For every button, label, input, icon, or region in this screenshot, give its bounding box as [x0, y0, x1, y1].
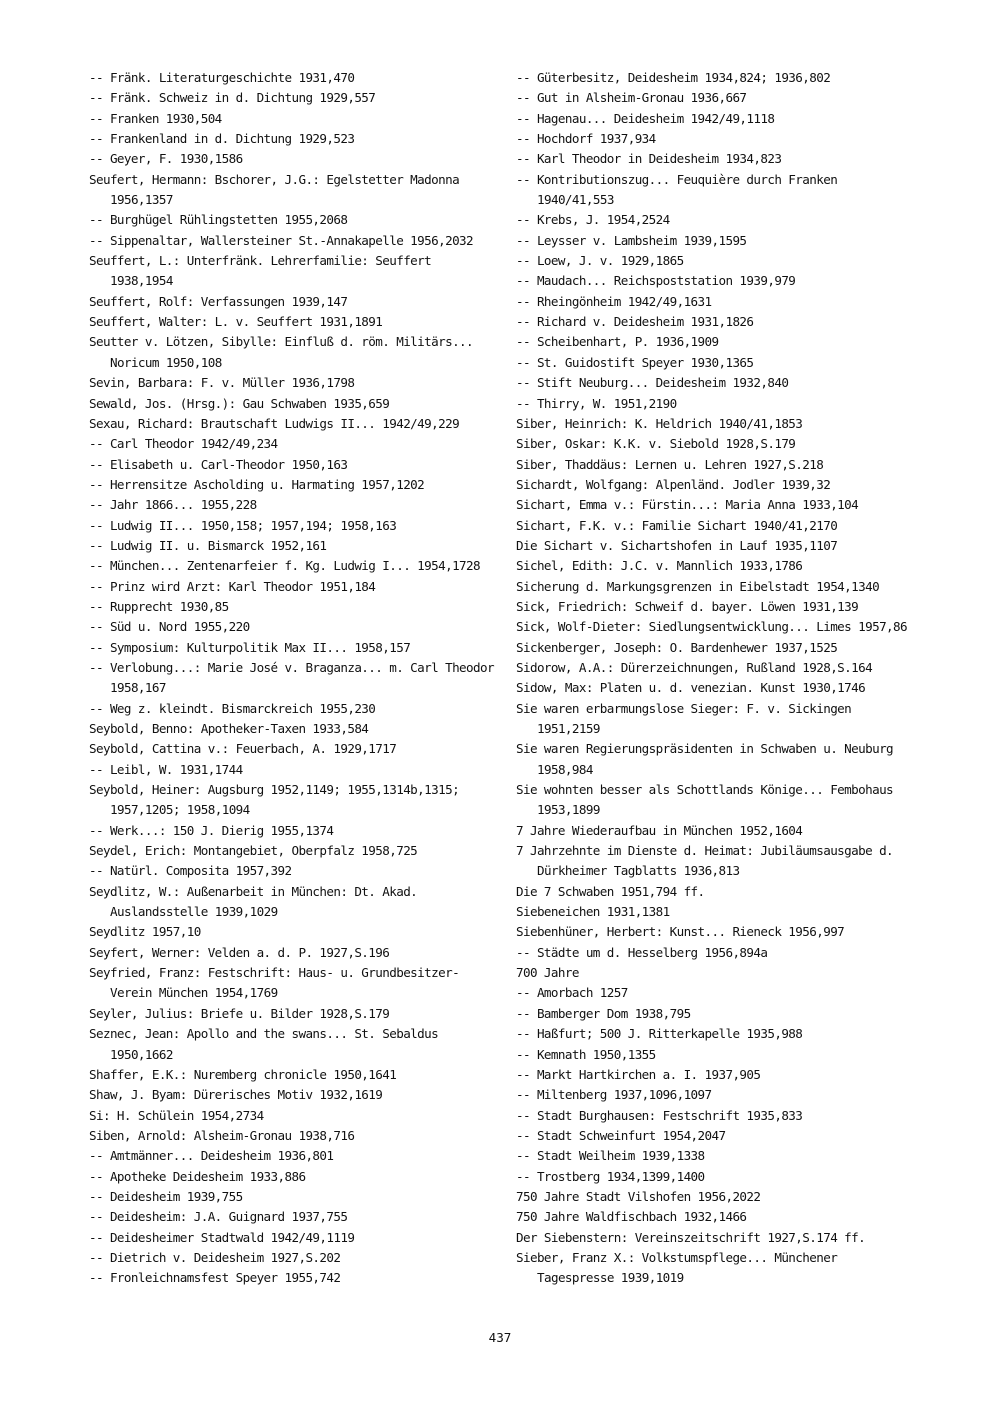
index-entry: -- Stift Neuburg... Deidesheim 1932,840 [516, 375, 789, 391]
index-entry: Seutter v. Lötzen, Sibylle: Einfluß d. röm. Militärs... Noricum 1950,108 [89, 334, 474, 370]
index-entry: Seufert, Hermann: Bschorer, J.G.: Egelstetter Madonna 1956,1357 [89, 171, 460, 208]
index-entry: Seuffert, Walter: L. v. Seuffert 1931,1891 [89, 314, 383, 330]
index-entry: -- Franken 1930,504 [89, 110, 222, 126]
index-entry: -- Weg z. kleindt. Bismarckreich 1955,230 [89, 700, 376, 716]
index-entry: Sie wohnten besser als Schottlands Könige... Fembohaus 1953,1899 [516, 782, 894, 818]
index-entry: -- Carl Theodor 1942/49,234 [89, 436, 278, 452]
index-entry: -- Ludwig II... 1950,158; 1957,194; 1958,163 [89, 517, 397, 533]
index-entry: -- Sippenaltar, Wallersteiner St.-Annakapelle 1956,2032 [89, 232, 474, 248]
index-entry: -- Thirry, W. 1951,2190 [516, 395, 677, 411]
index-entry: -- Ludwig II. u. Bismarck 1952,161 [89, 537, 327, 553]
index-entry: -- Amtmänner... Deidesheim 1936,801 [89, 1148, 334, 1164]
index-entry: Sidow, Max: Platen u. d. venezian. Kunst 1930,1746 [516, 680, 866, 696]
index-entry: Seydlitz, W.: Außenarbeit in München: Dt. Akad. Auslandsstelle 1939,1029 [89, 883, 418, 920]
index-entry: -- Werk...: 150 J. Dierig 1955,1374 [89, 822, 334, 838]
index-entry: -- St. Guidostift Speyer 1930,1365 [516, 354, 754, 370]
index-entry: Siben, Arnold: Alsheim-Gronau 1938,716 [89, 1127, 355, 1143]
index-entry: -- Fronleichnamsfest Speyer 1955,742 [89, 1270, 341, 1286]
index-entry: -- Apotheke Deidesheim 1933,886 [89, 1168, 306, 1184]
index-entry: -- Gut in Alsheim-Gronau 1936,667 [516, 90, 747, 106]
index-entry: Sevin, Barbara: F. v. Müller 1936,1798 [89, 375, 355, 391]
index-entry: 700 Jahre [516, 965, 579, 981]
index-entry: 750 Jahre Stadt Vilshofen 1956,2022 [516, 1188, 761, 1204]
index-entry: -- Karl Theodor in Deidesheim 1934,823 [516, 151, 782, 167]
index-entry: -- Dietrich v. Deidesheim 1927,S.202 [89, 1249, 341, 1265]
index-entry: Sick, Friedrich: Schweif d. bayer. Löwen 1931,139 [516, 598, 859, 614]
index-entry: -- Elisabeth u. Carl-Theodor 1950,163 [89, 456, 348, 472]
index-entry: Sewald, Jos. (Hrsg.): Gau Schwaben 1935,659 [89, 395, 390, 411]
index-entry: -- Frankenland in d. Dichtung 1929,523 [89, 131, 355, 147]
index-entry: -- Richard v. Deidesheim 1931,1826 [516, 314, 754, 330]
index-column-right [516, 68, 916, 1289]
index-entry: Die Sichart v. Sichartshofen in Lauf 1935,1107 [516, 537, 838, 553]
index-entry: Sickenberger, Joseph: O. Bardenhewer 1937,1525 [516, 639, 838, 655]
index-entry: Die 7 Schwaben 1951,794 ff. [516, 883, 705, 899]
index-entry: -- Scheibenhart, P. 1936,1909 [516, 334, 719, 350]
index-entry: Seydel, Erich: Montangebiet, Oberpfalz 1958,725 [89, 843, 418, 859]
index-entry: 7 Jahre Wiederaufbau in München 1952,1604 [516, 822, 803, 838]
index-entry: Sichardt, Wolfgang: Alpenländ. Jodler 1939,32 [516, 476, 831, 492]
index-entry: -- Loew, J. v. 1929,1865 [516, 253, 684, 269]
index-entry: -- Deidesheimer Stadtwald 1942/49,1119 [89, 1229, 355, 1245]
index-entry: -- Stadt Schweinfurt 1954,2047 [516, 1127, 726, 1143]
index-entry: Seybold, Heiner: Augsburg 1952,1149; 1955,1314b,1315; 1957,1205; 1958,1094 [89, 782, 460, 818]
index-entry: -- Natürl. Composita 1957,392 [89, 863, 292, 879]
index-entry: -- Prinz wird Arzt: Karl Theodor 1951,184 [89, 578, 376, 594]
index-entry: -- Fränk. Literaturgeschichte 1931,470 [89, 70, 355, 85]
index-entry: -- Markt Hartkirchen a. I. 1937,905 [516, 1066, 761, 1082]
index-column-left [89, 68, 499, 1289]
index-entry: Der Siebenstern: Vereinszeitschrift 1927,S.174 ff. [516, 1229, 866, 1245]
index-entry: Seydlitz 1957,10 [89, 924, 201, 940]
index-entry: Seybold, Cattina v.: Feuerbach, A. 1929,1717 [89, 741, 397, 757]
index-entry: -- Leysser v. Lambsheim 1939,1595 [516, 232, 747, 248]
index-entry: Sichart, Emma v.: Fürstin...: Maria Anna 1933,104 [516, 497, 859, 513]
index-entry: -- Jahr 1866... 1955,228 [89, 497, 257, 513]
index-entry: -- Kontributionszug... Feuquière durch Franken 1940/41,553 [516, 171, 838, 208]
index-entry: -- Hagenau... Deidesheim 1942/49,1118 [516, 110, 775, 126]
index-entry: -- Rheingönheim 1942/49,1631 [516, 293, 712, 309]
index-entry: -- Miltenberg 1937,1096,1097 [516, 1087, 712, 1103]
index-entry: -- München... Zentenarfeier f. Kg. Ludwig I... 1954,1728 [89, 558, 480, 574]
index-entry: -- Herrensitze Ascholding u. Harmating 1957,1202 [89, 476, 425, 492]
index-entry: -- Verlobung...: Marie José v. Braganza... m. Carl Theodor 1958,167 [89, 659, 494, 696]
index-entry: Seuffert, Rolf: Verfassungen 1939,147 [89, 293, 348, 309]
index-entry: Sichel, Edith: J.C. v. Mannlich 1933,1786 [516, 558, 803, 574]
index-entry: -- Stadt Weilheim 1939,1338 [516, 1148, 705, 1164]
index-entry: -- Leibl, W. 1931,1744 [89, 761, 243, 777]
index-entry: Seyler, Julius: Briefe u. Bilder 1928,S.179 [89, 1005, 390, 1021]
index-entry: -- Hochdorf 1937,934 [516, 131, 656, 147]
index-entry: -- Deidesheim: J.A. Guignard 1937,755 [89, 1209, 348, 1225]
index-entry: -- Güterbesitz, Deidesheim 1934,824; 1936,802 [516, 70, 831, 85]
index-entry: Siebenhüner, Herbert: Kunst... Rieneck 1956,997 [516, 924, 845, 940]
index-entry: -- Symposium: Kulturpolitik Max II... 1958,157 [89, 639, 411, 655]
index-entry: Sexau, Richard: Brautschaft Ludwigs II... 1942/49,229 [89, 415, 460, 431]
index-entry: -- Deidesheim 1939,755 [89, 1188, 243, 1204]
index-entry: -- Bamberger Dom 1938,795 [516, 1005, 691, 1021]
index-entry: -- Maudach... Reichspoststation 1939,979 [516, 273, 796, 289]
index-entry: Sidorow, A.A.: Dürerzeichnungen, Rußland 1928,S.164 [516, 659, 873, 675]
index-entry: Sieber, Franz X.: Volkstumspflege... Münchener Tagespresse 1939,1019 [516, 1249, 838, 1286]
index-entry: Shaw, J. Byam: Dürerisches Motiv 1932,1619 [89, 1087, 383, 1103]
index-entry: -- Stadt Burghausen: Festschrift 1935,833 [516, 1107, 803, 1123]
index-entry: 750 Jahre Waldfischbach 1932,1466 [516, 1209, 747, 1225]
index-entry: -- Fränk. Schweiz in d. Dichtung 1929,557 [89, 90, 376, 106]
index-entry: Sicherung d. Markungsgrenzen in Eibelstadt 1954,1340 [516, 578, 880, 594]
index-entry: Sie waren erbarmungslose Sieger: F. v. Sickingen 1951,2159 [516, 700, 852, 736]
index-entry: Siebeneichen 1931,1381 [516, 904, 670, 920]
index-entry: -- Geyer, F. 1930,1586 [89, 151, 243, 167]
index-entry: Si: H. Schülein 1954,2734 [89, 1107, 264, 1123]
page-number: 437 [488, 1330, 512, 1345]
index-entry: Seuffert, L.: Unterfränk. Lehrerfamilie: Seuffert 1938,1954 [89, 253, 432, 289]
index-entry: -- Kemnath 1950,1355 [516, 1046, 656, 1062]
index-entry: Seybold, Benno: Apotheker-Taxen 1933,584 [89, 721, 369, 736]
index-entry: -- Amorbach 1257 [516, 985, 628, 1001]
index-entry: Shaffer, E.K.: Nuremberg chronicle 1950,1641 [89, 1066, 397, 1082]
index-entry: Sie waren Regierungspräsidenten in Schwaben u. Neuburg 1958,984 [516, 741, 894, 777]
index-entry: -- Rupprecht 1930,85 [89, 598, 229, 614]
index-entry: -- Burghügel Rühlingstetten 1955,2068 [89, 212, 348, 228]
index-entry: 7 Jahrzehnte im Dienste d. Heimat: Jubiläumsausgabe d. Dürkheimer Tagblatts 1936,813 [516, 843, 894, 879]
index-entry: -- Krebs, J. 1954,2524 [516, 212, 670, 228]
index-entry: Siber, Thaddäus: Lernen u. Lehren 1927,S.218 [516, 456, 824, 472]
index-entry: Sichart, F.K. v.: Familie Sichart 1940/41,2170 [516, 517, 838, 533]
index-entry: -- Süd u. Nord 1955,220 [89, 619, 250, 635]
index-entry: -- Haßfurt; 500 J. Ritterkapelle 1935,988 [516, 1026, 803, 1042]
index-entry: Siber, Heinrich: K. Heldrich 1940/41,1853 [516, 415, 803, 431]
index-entry: Seyfried, Franz: Festschrift: Haus- u. Grundbesitzer-Verein München 1954,1769 [89, 965, 460, 1001]
index-entry: -- Städte um d. Hesselberg 1956,894a [516, 944, 768, 960]
index-entry: Siber, Oskar: K.K. v. Siebold 1928,S.179 [516, 436, 796, 452]
index-entry: Seznec, Jean: Apollo and the swans... St. Sebaldus 1950,1662 [89, 1026, 439, 1062]
index-entry: Seyfert, Werner: Velden a. d. P. 1927,S.196 [89, 944, 390, 960]
index-entry: -- Trostberg 1934,1399,1400 [516, 1168, 705, 1184]
index-entry: Sick, Wolf-Dieter: Siedlungsentwicklung... Limes 1957,86 [516, 619, 907, 635]
